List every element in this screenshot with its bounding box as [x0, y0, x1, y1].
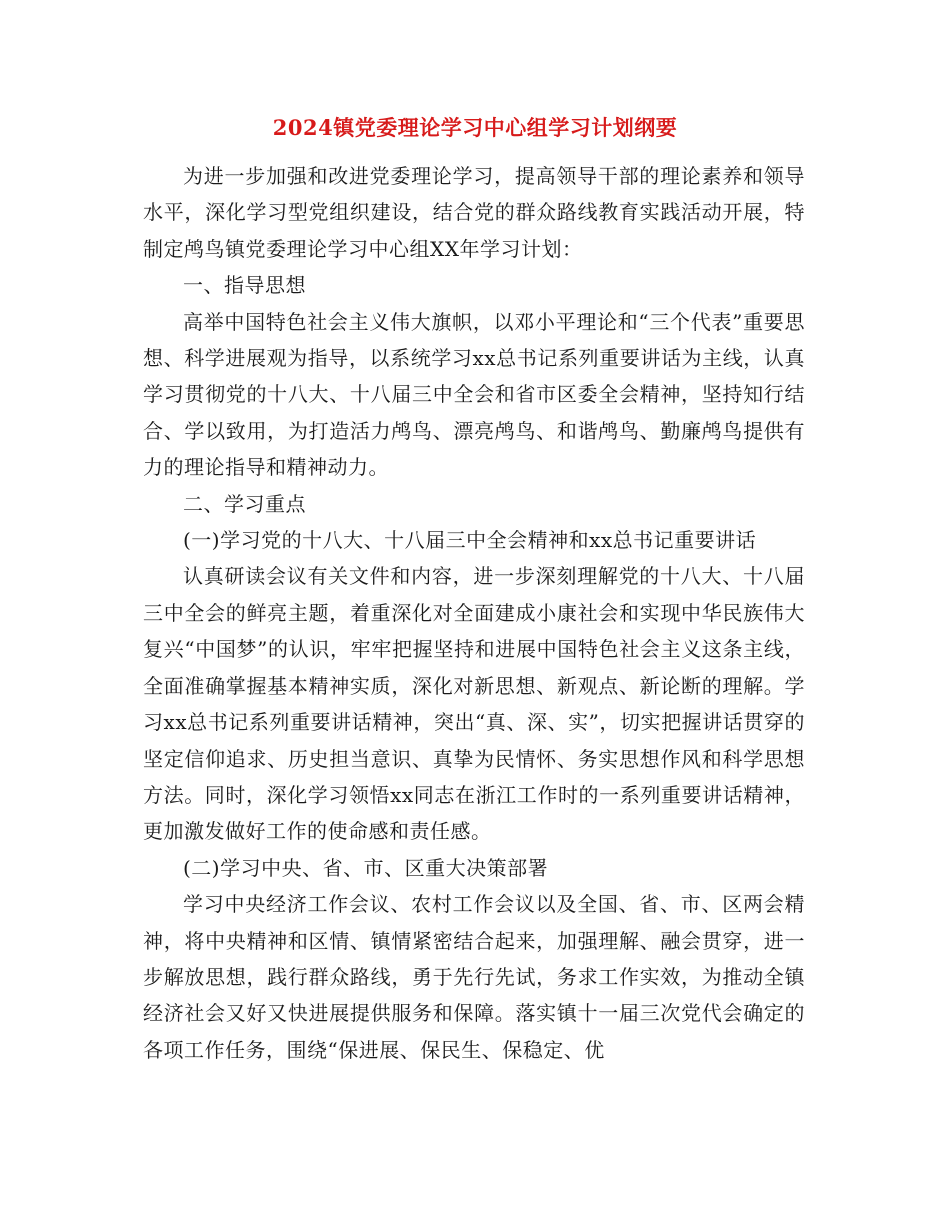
- intro-paragraph: 为进一步加强和改进党委理论学习，提高领导干部的理论素养和领导水平，深化学习型党组织建设，结合党的群众路线教育实践活动开展，特制定鸬鸟镇党委理论学习中心组XX年学习计划：: [143, 164, 805, 261]
- party-congress-paragraph: 认真研读会议有关文件和内容，进一步深刻理解党的十八大、十八届三中全会的鲜亮主题，着重深化对全面建成小康社会和实现中华民族伟大复兴“中国梦”的认识，牢牢把握坚持和进展中国特色社会主义这条主线，全面准确掌握基本精神实质，深化对新思想、新观点、新论断的理解。学习xx总书记系列重要讲话精神，突出“真、深、实”，切实把握讲话贯穿的坚定信仰追求、历史担当意识、真挚为民情怀、务实思想作风和科学思想方法。同时，深化学习领悟xx同志在浙江工作时的一系列重要讲话精神，更加激发做好工作的使命感和责任感。: [143, 564, 805, 844]
- document-body: [143, 158, 805, 1068]
- guiding-thought-paragraph: 高举中国特色社会主义伟大旗帜，以邓小平理论和“三个代表”重要思想、科学进展观为指导，以系统学习xx总书记系列重要讲话为主线，认真学习贯彻党的十八大、十八届三中全会和省市区委全会精神，坚持知行结合、学以致用，为打造活力鸬鸟、漂亮鸬鸟、和谐鸬鸟、勤廉鸬鸟提供有力的理论指导和精神动力。: [143, 309, 805, 480]
- section-heading-guiding-thought: 一、指导思想: [183, 273, 306, 298]
- subheading-major-decisions: (二)学习中央、省、市、区重大决策部署: [183, 855, 549, 880]
- subheading-party-congress: (一)学习党的十八大、十八届三中全会精神和xx总书记重要讲话: [183, 528, 757, 553]
- major-decisions-paragraph: 学习中央经济工作会议、农村工作会议以及全国、省、市、区两会精神，将中央精神和区情、镇情紧密结合起来，加强理解、融会贯穿，进一步解放思想，践行群众路线，勇于先行先试，务求工作实效，为推动全镇经济社会又好又快进展提供服务和保障。落实镇十一届三次党代会确定的各项工作任务，围绕“保进展、保民生、保稳定、优: [143, 892, 805, 1062]
- section-heading-study-focus: 二、学习重点: [183, 491, 306, 516]
- document-title: 2024镇党委理论学习中心组学习计划纲要: [272, 115, 678, 140]
